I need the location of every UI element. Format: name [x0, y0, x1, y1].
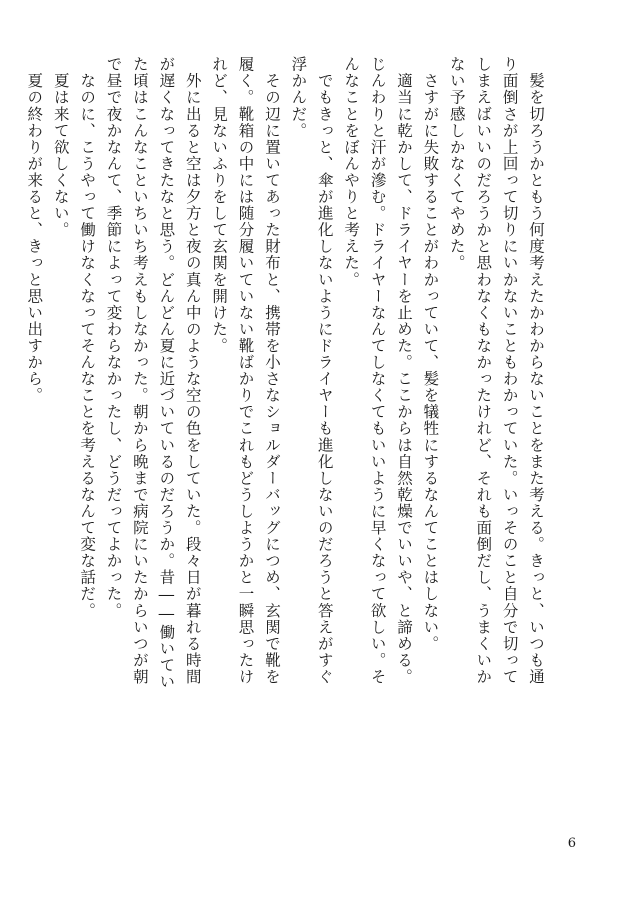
paragraph: でもきっと、傘が進化しないようにドライヤーも進化しないのだろうと答えがすぐ浮かんだ。	[289, 56, 334, 685]
scene-break	[0, 56, 21, 696]
paragraph: その辺に置いてあった財布と、携帯を小さなショルダーバッグにつめ、玄関で靴を履く。靴箱の中には随分履いていない靴ばかりでこれもどうしようかと一瞬思ったけれど、見ないふりをして玄関を開けた。	[210, 56, 281, 685]
paragraph: 夏の終わりが来ると、きっと思い出すから。	[25, 56, 44, 404]
paragraph: 外に出ると空は夕方と夜の真ん中のような空の色をしていた。段々日が暮れる時間が遅くなってきたなと思う。どんどん夏に近づいているのだろうか。昔――働いていた頃はこんなこといちいち考えもしなかった。朝から晩まで病院にいたからいつが朝で昼で夜かなんて、季節によって変わらなかったし、どうだってよかった。	[104, 56, 202, 690]
paragraph: 適当に乾かして、ドライヤーを止めた。ここからは自然乾燥でいいや、と諦める。じんわりと汗が滲む。ドライヤーなんてしなくてもいいように早くなって欲しい。そんなことをぼんやりと考えた。	[342, 56, 413, 685]
vertical-text-body	[0, 56, 549, 696]
paragraph: 髪を切ろうかともう何度考えたかわからないことをまた考える。きっと、いつも通り面倒さが上回って切りにいかないこともわかっていた。いっそのこと自分で切ってしまえばいいのだろうかと思わなくもなかったけれど、それも面倒だし、うまくいかない予感しかなくてやめた。	[447, 56, 545, 685]
paragraph: 夏は来て欲しくない。	[51, 56, 70, 239]
paragraph: なのに、こうやって働けなくなってそんなことを考えるなんて変な話だ。	[78, 56, 97, 619]
paragraph: さすがに失敗することがわかっていて、髪を犠牲にするなんてことはしない。	[421, 56, 440, 652]
page-number: 6	[567, 836, 576, 851]
